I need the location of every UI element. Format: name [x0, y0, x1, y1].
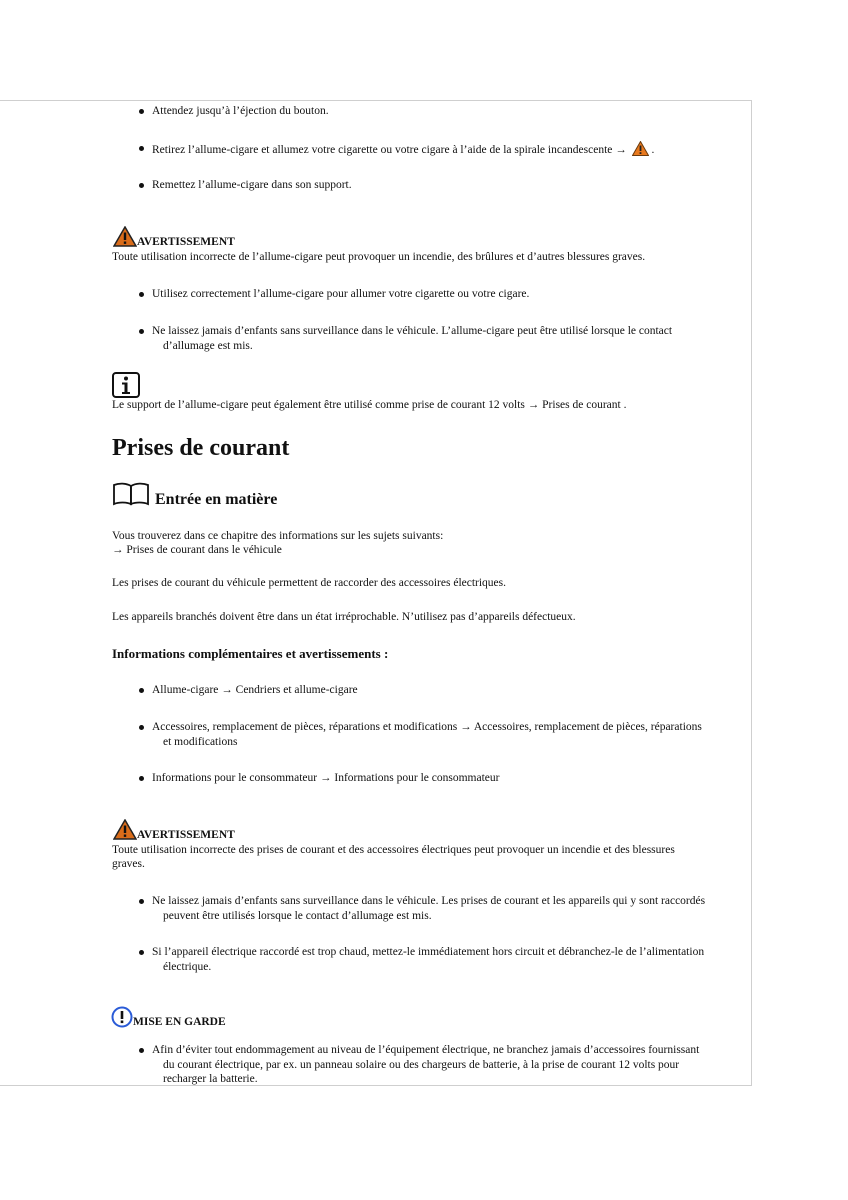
caution-label: MISE EN GARDE [133, 1016, 226, 1028]
warning-label: AVERTISSEMENT [137, 236, 235, 248]
info-icon [112, 372, 140, 398]
paragraph: Les appareils branchés doivent être dans un état irréprochable. N’utilisez pas d’appareils défectueux. [112, 611, 576, 623]
warning-label: AVERTISSEMENT [137, 829, 235, 841]
bullet-dot [139, 183, 144, 188]
list-item: Informations pour le consommateur → Informations pour le consommateur [152, 772, 500, 784]
section-heading: Informations complémentaires et avertissements : [112, 646, 389, 661]
list-item: Utilisez correctement l’allume-cigare pour allumer votre cigarette ou votre cigare. [152, 288, 530, 300]
list-item: Allume-cigare → Cendriers et allume-cigare [152, 684, 358, 696]
warning-text: graves. [112, 858, 145, 870]
book-icon [112, 482, 150, 506]
warning-icon [113, 226, 137, 247]
bullet-dot [139, 329, 144, 334]
page-frame [0, 100, 752, 1086]
list-item: Remettez l’allume-cigare dans son support. [152, 179, 352, 191]
caution-icon [111, 1006, 133, 1028]
list-item: Si l’appareil électrique raccordé est trop chaud, mettez-le immédiatement hors circuit et débranchez-le de l’alimentation électrique. [152, 946, 705, 973]
list-item: Afin d’éviter tout endommagement au niveau de l’équipement électrique, ne branchez jamais d’accessoires fournissant du courant électrique, par ex. un panneau solaire ou des chargeurs de batterie, à la prise de courant 12 volts pour recharger la batterie. [152, 1044, 700, 1085]
list-item: Retirez l’allume-cigare et allumez votre cigarette ou votre cigare à l’aide de la spirale incandescente → . [152, 141, 742, 158]
bullet-dot [139, 688, 144, 693]
bullet-dot [139, 146, 144, 151]
list-item: Accessoires, remplacement de pièces, réparations et modifications → Accessoires, remplacement de pièces, réparations et modifications [152, 721, 702, 748]
warning-text: Toute utilisation incorrecte des prises de courant et des accessoires électriques peut provoquer un incendie et des blessures [112, 844, 675, 856]
intro-text: Vous trouverez dans ce chapitre des informations sur les sujets suivants: [112, 530, 444, 542]
page-title: Prises de courant [112, 435, 290, 461]
list-item: Attendez jusqu’à l’éjection du bouton. [152, 105, 329, 117]
info-text: Le support de l’allume-cigare peut également être utilisé comme prise de courant 12 volts → Prises de courant . [112, 399, 627, 411]
bullet-dot [139, 776, 144, 781]
bullet-dot [139, 1048, 144, 1053]
bullet-dot [139, 725, 144, 730]
list-item: Ne laissez jamais d’enfants sans surveillance dans le véhicule. Les prises de courant et les appareils qui y sont raccordés peuvent être utilisés lorsque le contact d’allumage est mis. [152, 895, 706, 922]
warning-triangle-icon [632, 141, 649, 156]
bullet-dot [139, 292, 144, 297]
intro-link[interactable]: → Prises de courant dans le véhicule [112, 544, 282, 556]
paragraph: Les prises de courant du véhicule permettent de raccorder des accessoires électriques. [112, 577, 507, 589]
warning-icon [113, 819, 137, 840]
bullet-dot [139, 109, 144, 114]
bullet-dot [139, 899, 144, 904]
list-item: Ne laissez jamais d’enfants sans surveillance dans le véhicule. L’allume-cigare peut être utilisé lorsque le contact d’allumage est mis. [152, 325, 673, 352]
warning-text: Toute utilisation incorrecte de l’allume-cigare peut provoquer un incendie, des brûlures et d’autres blessures graves. [112, 251, 646, 263]
section-subtitle: Entrée en matière [155, 491, 278, 508]
bullet-dot [139, 950, 144, 955]
